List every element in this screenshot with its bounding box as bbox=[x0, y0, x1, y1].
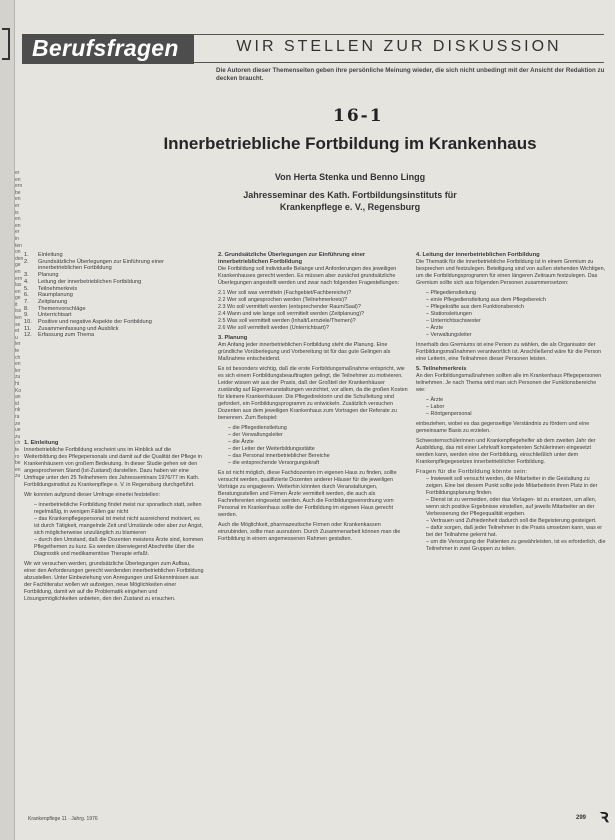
list-item: 2.3 Wo soll vermittelt werden (entsprechender Raum/Saal)? bbox=[218, 304, 361, 310]
gutter-fragment: te bbox=[15, 446, 20, 453]
toc-label: Unterrichtsart bbox=[38, 312, 72, 319]
list-item: – durch den Umstand, daß die Dozenten meistens Ärzte sind, kommen Pflegethemen zu kurz. Es werden überwiegend Abschnitte über die Diagnostik und medikamentöse Therapie erfaßt. bbox=[34, 537, 204, 557]
byline-affiliation-1: Jahresseminar des Kath. Fortbildungsinstituts für bbox=[243, 190, 457, 200]
toc-number: 2. bbox=[24, 258, 29, 265]
column-1 bbox=[24, 440, 204, 606]
toc-item bbox=[24, 286, 204, 293]
list-item: – Pflegekräfte aus dem Funktionsbereich bbox=[426, 304, 524, 310]
editorial-disclaimer: Die Autoren dieser Themenseiten geben ihre persönliche Meinung wieder, die sich nicht unbedingt mit der Ansicht der Redaktion zu decken braucht. bbox=[216, 67, 605, 82]
gutter-fragment: se bbox=[15, 321, 21, 328]
gutter-fragment: et bbox=[15, 328, 20, 335]
list-item: – Labor bbox=[426, 404, 445, 410]
list-item: – die entsprechende Versorgungskraft bbox=[228, 460, 320, 466]
section-heading: 3. Planung bbox=[218, 335, 248, 341]
section-heading: 4. Leitung der innerbetrieblichen Fortbildung bbox=[416, 252, 540, 258]
list-item: – Unterrichtsschwester bbox=[426, 318, 481, 324]
list-item: – Ärzte bbox=[426, 397, 444, 403]
gutter-fragment: en bbox=[15, 361, 21, 368]
page-footer: Krankenpflege 11 · Jahrg. 1976 bbox=[28, 816, 98, 822]
list-item: – das Personal innerbetrieblicher Bereiche bbox=[228, 453, 330, 459]
toc-item bbox=[24, 312, 204, 319]
gutter-fragment: er bbox=[15, 229, 20, 236]
list-item: – Pflegedienstleitung bbox=[426, 290, 477, 296]
gutter-fragment: ro bbox=[15, 453, 20, 460]
column-3 bbox=[416, 252, 606, 556]
list-item: – Inwieweit soll versucht werden, die Mitarbeiter in die Gestaltung zu zeigen. Eine bei diesem Punkt sollte jede Mitarbeiterin ihren Platz in der Fortbildungsplanung finden. bbox=[426, 476, 598, 496]
byline-authors: Von Herta Stenka und Benno Lingg bbox=[274, 172, 426, 182]
gutter-fragment: ern bbox=[15, 275, 23, 282]
list-item: – Stationsleitungen bbox=[426, 311, 472, 317]
toc-number: 6. bbox=[24, 292, 29, 299]
gutter-fragment: en bbox=[15, 222, 21, 229]
toc-label: Planung bbox=[38, 272, 59, 279]
gutter-fragment: Ko bbox=[15, 387, 22, 394]
paragraph: An den Fortbildungsmaßnahmen sollten alle im Krankenhaus Pflegepersonen teilnehmen. Je nach Thema wird man sich Personen der Funktionsbereiche wie: bbox=[416, 373, 602, 393]
section-title: Berufsfragen bbox=[32, 35, 179, 61]
gutter-fragment: ten bbox=[15, 242, 22, 249]
gutter-fragment: ern bbox=[15, 183, 23, 190]
gutter-fragment: it bbox=[15, 301, 18, 308]
gutter-fragment: ch bbox=[15, 440, 21, 447]
gutter-fragment: er bbox=[15, 202, 20, 209]
paragraph: Die Fortbildung soll individuelle Belange und Anforderungen des jeweiligen Krankenhauses gerecht werden. Es müssen aber zunächst grundsätzliche Überlegungen angestellt werden und zwar nach folgenden Fragestellungen: bbox=[218, 266, 400, 286]
gutter-fragment: is bbox=[15, 209, 19, 216]
gutter-fragment: er bbox=[15, 170, 20, 176]
bullet-list bbox=[416, 290, 606, 339]
list-item: – die Pflegedienstleitung bbox=[228, 425, 287, 431]
toc-number: 12. bbox=[24, 332, 32, 339]
paragraph: Es ist nicht möglich, diese Fachdozenten im eigenen Haus zu finden, sollte versucht werden, qualifizierte Dozenten anderer Häuser für die jeweiligen Vorträge zu engagieren. Weiterhin könnten durch Veranstaltungen, Beratungsstellen und Firmen Ärzte vermittelt werden, die auch als Fachreferenten eingesetzt werden. Auch die Fortbildungsverordnung vom Personal im Krankenhaus sollte der Fortbildung im eigenen Haus gerecht werden. bbox=[218, 470, 397, 518]
bullet-list bbox=[416, 476, 606, 553]
gutter-fragment: ue bbox=[15, 427, 21, 434]
paragraph: Die Thematik für die innerbetriebliche Fortbildung ist in einem Gremium zu besprechen und festzulegen. Beteiligung sind von außen stehenden Wichtigen, um die Fortbildungsprogramm für einen längeren Zeitraum festzulegen. Das Gremium sollte sich aus folgenden Personen zusammensetzen: bbox=[416, 259, 606, 286]
toc-label: Themenvorschläge bbox=[38, 305, 86, 312]
section-heading: 2. Grundsätzliche Überlegungen zur Einführung einer innerbetrieblichen Fortbildung bbox=[218, 252, 366, 265]
list-item: – Vertrauen und Zufriedenheit dadurch soll die Begeisterung gesteigert. bbox=[426, 518, 597, 524]
list-item: – Verwaltungsleiter bbox=[426, 332, 472, 338]
gutter-fragment: en bbox=[15, 466, 21, 473]
toc-label: Einleitung bbox=[38, 252, 63, 258]
toc-label: Erfassung zum Thema bbox=[38, 332, 95, 339]
toc-number: 5. bbox=[24, 285, 29, 292]
toc-item bbox=[24, 306, 204, 313]
gutter-fragment: ge bbox=[15, 262, 21, 269]
toc-label: Grundsätzliche Überlegungen zur Einführung einer innerbetrieblichen Fortbildung bbox=[38, 258, 164, 272]
section-heading: Fragen für die Fortbildung könnte sein: bbox=[416, 469, 528, 475]
list-item: 2.5 Was soll vermittelt werden (Inhalt/Lernziele/Themen)? bbox=[218, 318, 356, 324]
gutter-fragment: an bbox=[15, 394, 21, 401]
toc-label: Positive und negative Aspekte der Fortbildung bbox=[38, 319, 152, 326]
paragraph: Wir wir versuchen werden, grundsätzliche Überlegungen zum Aufbau, einer den Anforderungen gerecht werdenden innerbetrieblichen Fortbildung abzustellen. Unter Einbeziehung von Anregungen und Erkenntnissen aus der Fachliteratur wollen wir aufzeigen, neue Möglichkeiten einer Fortbildung, damit wir auf die Problematik eingehen und Lösungsmöglichkeiten anbieten, den den Zustand zu ersuchen. bbox=[24, 561, 204, 602]
bullet-list bbox=[218, 425, 408, 467]
toc-label: Zusammenfassung und Ausblick bbox=[38, 325, 119, 332]
gutter-fragment: ze bbox=[15, 420, 21, 427]
toc-item bbox=[24, 299, 204, 306]
gutter-fragment: en bbox=[15, 288, 21, 295]
paragraph: Es ist besonders wichtig, daß die erste Fortbildungsmaßnahme entspricht, wie es sich einem Fortbildungsbeauftragten gelingt, die Teilnehmer zu motivieren. Leider wissen wir aus der Praxis, daß der Großteil der Krankenhäuser zuständig auf Eigenveranstaltungen verzichtet, vor allem, da die großen Kosten für kleinere Krankenhäuser. Die Pflegedirektorin und die Schulleitung sind gefordert, ein Fortbildungsprogramm zu entwickeln. Zusätzlich versuchen Dozenten aus dem jeweiligen Krankenhaus zum Vortragen der Referate zu benennen. Zum Beispiel: bbox=[218, 366, 408, 421]
article-title: Innerbetriebliche Fortbildung im Krankenhaus bbox=[163, 134, 537, 153]
toc-number: 3. bbox=[24, 272, 29, 279]
list-item: 2.4 Wann und wie lange soll vermittelt werden (Zeitplanung)? bbox=[218, 311, 365, 317]
gutter-fragment: iss bbox=[15, 308, 22, 315]
gutter-fragment: zu bbox=[15, 433, 21, 440]
paragraph: Am Anfang jeder innerbetrieblichen Fortbildung steht die Planung. Eine gründliche Vorüberlegung und Vorbereitung ist für das gute Gelingen als Maßnahme entscheidend. bbox=[218, 342, 391, 362]
gutter-fragment: en bbox=[15, 216, 21, 223]
table-of-contents bbox=[24, 252, 204, 339]
toc-number: 9. bbox=[24, 312, 29, 319]
gutter-fragment: be bbox=[15, 189, 21, 196]
toc-item bbox=[24, 279, 204, 286]
gutter-fragment: be bbox=[15, 460, 21, 467]
page-number: 299 bbox=[576, 815, 587, 821]
gutter-fragment: en bbox=[15, 196, 21, 203]
toc-number: 7. bbox=[24, 298, 29, 305]
toc-number: 1. bbox=[24, 252, 29, 258]
column-2 bbox=[218, 252, 408, 546]
gutter-fragment: en bbox=[15, 268, 21, 275]
paragraph: Schwesternschülerinnen und Krankenpflegehelfer ab dem zweiten Jahr der Ausbildung, das mit einer Lehrkraft kompetenten Schülerinnen eingesetzt werden kann, werden eine der Fortbildung, einschließlich unter dem Krankenpflegegesetzes innerbetrieblicher Fortbildung. bbox=[416, 438, 596, 465]
gutter-text-fragments bbox=[15, 170, 24, 770]
toc-label: Teilnehmerkreis bbox=[38, 285, 78, 292]
bullet-list bbox=[24, 502, 204, 558]
byline-affiliation-2: Krankenpflege e. V., Regensburg bbox=[279, 202, 421, 212]
gutter-fragment: u bbox=[15, 334, 18, 341]
gutter-fragment: en bbox=[15, 176, 21, 183]
list-item: – der Verwaltungsleiter bbox=[228, 432, 283, 438]
list-item: 2.2 Wer soll angesprochen werden (Teilnehmerkreis)? bbox=[218, 297, 348, 303]
gutter-fragment: zu bbox=[15, 374, 21, 381]
list-item: – der Leiter der Weiterbildungsstätte bbox=[228, 446, 315, 452]
gutter-fragment: in bbox=[15, 235, 19, 242]
list-item: – Ärzte bbox=[426, 325, 444, 331]
gutter-fragment: ge bbox=[15, 295, 21, 302]
paragraph: Innerbetriebliche Fortbildung erscheint uns im Hinblick auf die Weiterbildung des Pflegepersonals und damit auf die Qualität der Pflege in Krankenhäusern von großem Bedeutung. In dieser Studie gehen wir den angesprochenen Stand (Ist-Zustand) darstellen. Dazu haben wir eine Umfrage unter den 25 Teilnehmern des Jahresseminars 1976/77 im Kath. Fortbildungsinstitut zu Krankenpflege e. V. in Regensburg durchgeführt. bbox=[24, 447, 202, 488]
kicker-rule-top bbox=[194, 34, 604, 35]
list-item: – die Ärzte bbox=[228, 439, 254, 445]
toc-number: 4. bbox=[24, 278, 29, 285]
bracket-mark bbox=[2, 28, 10, 60]
gutter-fragment: nk bbox=[15, 407, 21, 414]
list-item: – dafür sorgen, daß jeder Teilnehmer in die Praxis umsetzen kann, was er bei der Teilnahme gelernt hat. bbox=[426, 525, 603, 538]
list-item: 2.6 Wie soll vermittelt werden (Unterrichtsart)? bbox=[218, 325, 329, 331]
toc-item bbox=[24, 259, 204, 272]
gutter-fragment: ler bbox=[15, 367, 21, 374]
toc-item bbox=[24, 332, 204, 339]
toc-item bbox=[24, 326, 204, 333]
adjacent-page-edge bbox=[0, 0, 15, 840]
gutter-fragment: ht bbox=[15, 381, 20, 387]
gutter-fragment: zu bbox=[15, 473, 21, 480]
gutter-fragment: den bbox=[15, 255, 24, 262]
toc-label: Leitung der innerbetrieblichen Fortbildung bbox=[38, 278, 142, 285]
kicker-rule-bottom bbox=[194, 62, 604, 63]
paragraph: einbeziehen, wobei es das gegenseitige Verständnis zu fördern und eine gemeinsame Basis zu erzielen. bbox=[416, 421, 590, 434]
gutter-fragment: las bbox=[15, 282, 22, 289]
toc-item bbox=[24, 252, 204, 259]
article-byline bbox=[120, 171, 580, 213]
bullet-list bbox=[416, 397, 606, 418]
toc-item bbox=[24, 272, 204, 279]
gutter-fragment: ch bbox=[15, 354, 21, 361]
paragraph: Wir konnten aufgrund dieser Umfrage einerlei feststellen: bbox=[24, 492, 161, 498]
list-item: – innerbetriebliche Fortbildung findet meist nur sporadisch statt, selten regelmäßig, in wenigen Fällen gar nicht bbox=[34, 502, 202, 515]
paragraph: Innerhalb des Gremiums ist eine Person zu wählen, die als Organisator der Fortbildungsmaßnahmen verantwortlich ist. Anschließend wäre für die Person eine Leiterin, eine Teilnahmen dieser Personen leisten. bbox=[416, 342, 602, 362]
list-item: – ein/e Pflegedienstleitung aus dem Pflegebereich bbox=[426, 297, 546, 303]
question-list bbox=[218, 290, 408, 332]
gutter-fragment: ler bbox=[15, 341, 21, 348]
gutter-fragment: ra bbox=[15, 413, 20, 420]
handwritten-annotation: 16-1 bbox=[333, 106, 384, 126]
list-item: – Dienst ist zu vermeiden, oder das Vorlagen- ist zu ersetzen, um allen, wenn sich positive Ergebnisse einstellen, auf jeweils Mitarbeiter an der Verbesserung der Pflegequalität ergeben. bbox=[426, 497, 597, 517]
list-item: – Röntgenpersonal bbox=[426, 411, 472, 417]
toc-label: Raumplanung bbox=[38, 292, 73, 299]
paragraph: Auch die Möglichkeit, pharmazeutische Firmen oder Krankenkassen einzubinden, sollte man ausnutzen. Durch Zusammenarbeit können man die Fortbildung in einem angemessenen Rahmen gestalten. bbox=[218, 522, 401, 542]
gutter-fragment: ien bbox=[15, 315, 22, 322]
section-banner bbox=[22, 34, 194, 64]
section-heading: 1. Einleitung bbox=[24, 440, 59, 446]
list-item: – das Krankenpflegepersonal ist meist nicht ausreichend motiviert, es ist durch Tätigkeit, mangelnde Zeit und Umstände oder aber zur Angst, sich möglicherweise unzulänglich zu blamieren bbox=[34, 516, 203, 536]
section-kicker: WIR STELLEN ZUR DISKUSSION bbox=[236, 38, 562, 55]
toc-item bbox=[24, 319, 204, 326]
section-heading: 5. Teilnehmerkreis bbox=[416, 366, 467, 372]
toc-item bbox=[24, 292, 204, 299]
gutter-fragment: id bbox=[15, 400, 19, 407]
gutter-fragment: on bbox=[15, 249, 21, 256]
list-item: – um die Versorgung der Patienten zu gewährleisten, ist es erforderlich, die Teilnehmer in zwei Gruppen zu teilen. bbox=[426, 539, 606, 552]
toc-number: 10. bbox=[24, 319, 32, 326]
toc-number: 8. bbox=[24, 305, 29, 312]
toc-number: 11. bbox=[24, 325, 32, 332]
list-item: 2.1 Wer soll was vermitteln (Fachgebiet/Fachbereiche)? bbox=[218, 290, 352, 296]
toc-label: Zeitplanung bbox=[38, 298, 68, 305]
page-end-mark: ꝛ bbox=[600, 806, 609, 826]
gutter-fragment: te bbox=[15, 348, 20, 355]
